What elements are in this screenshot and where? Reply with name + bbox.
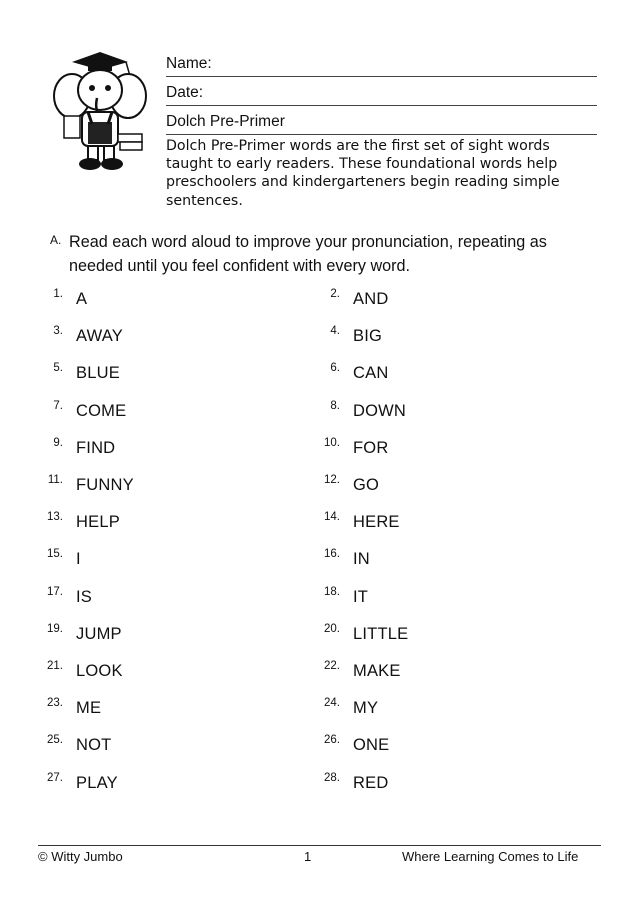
sight-word: LITTLE: [353, 624, 409, 643]
footer-page-number: 1: [304, 849, 312, 864]
word-row: [0, 325, 640, 355]
word-number: 1.: [53, 288, 63, 300]
footer-tagline: Where Learning Comes to Life: [402, 849, 579, 864]
sight-word: FUNNY: [76, 476, 134, 494]
word-number: 14.: [324, 511, 340, 524]
word-number: 18.: [324, 585, 340, 598]
word-number: 5.: [53, 362, 63, 375]
sight-word: GO: [353, 476, 380, 494]
sight-word: LOOK: [76, 662, 123, 680]
sight-word: HERE: [353, 513, 400, 532]
sight-word: JUMP: [76, 624, 122, 643]
word-number: 19.: [47, 622, 63, 635]
word-row: [0, 400, 640, 430]
sight-word: I: [76, 550, 81, 569]
word-row: [0, 623, 640, 653]
word-row: [0, 288, 640, 318]
footer-copyright: © Witty Jumbo: [38, 849, 123, 864]
word-row: [0, 511, 640, 541]
word-row: [0, 548, 640, 578]
sight-word: IN: [353, 550, 370, 569]
word-number: 10.: [324, 436, 340, 449]
word-row: [0, 586, 640, 616]
word-number: 2.: [330, 288, 340, 300]
sight-word: BLUE: [76, 364, 120, 383]
sight-word: MY: [353, 699, 379, 718]
word-number: 24.: [324, 697, 340, 710]
description-paragraph: Dolch Pre-Primer words are the first set of sight words taught to early readers. These foundational words help preschoolers and kindergarteners begin reading simple sentences.: [166, 138, 560, 209]
word-row: [0, 437, 640, 467]
word-row: [0, 660, 640, 690]
word-number: 3.: [53, 325, 63, 338]
word-number: 4.: [330, 325, 340, 338]
word-number: 8.: [330, 399, 340, 412]
word-row: [0, 697, 640, 727]
name-field[interactable]: [166, 54, 597, 77]
word-number: 22.: [324, 660, 340, 672]
sight-word: ONE: [353, 736, 390, 755]
sight-word: A: [76, 290, 88, 308]
word-number: 15.: [47, 548, 63, 561]
footer-divider: [38, 845, 601, 846]
word-number: 9.: [53, 436, 63, 449]
name-label: Name:: [166, 55, 212, 72]
sight-word: BIG: [353, 327, 383, 346]
word-row: [0, 474, 640, 504]
word-number: 23.: [47, 697, 63, 710]
word-number: 11.: [47, 474, 63, 486]
word-row: [0, 734, 640, 764]
word-number: 16.: [324, 548, 340, 561]
sight-word: PLAY: [76, 773, 118, 792]
date-label: Date:: [166, 84, 204, 101]
word-number: 28.: [324, 771, 340, 784]
word-number: 25.: [47, 734, 63, 747]
worksheet-title: [166, 112, 597, 135]
word-number: 27.: [47, 771, 63, 784]
sight-word: AND: [353, 290, 389, 308]
word-number: 7.: [53, 399, 63, 412]
word-number: 17.: [47, 585, 63, 598]
word-number: 20.: [324, 622, 340, 635]
word-number: 6.: [330, 362, 340, 375]
sight-word: MAKE: [353, 662, 401, 680]
sight-word: FIND: [76, 438, 116, 457]
sight-word: CAN: [353, 364, 389, 383]
word-number: 26.: [324, 734, 340, 747]
date-field[interactable]: [166, 83, 597, 106]
word-number: 12.: [324, 474, 340, 486]
word-number: 13.: [47, 511, 63, 524]
word-row: [0, 772, 640, 802]
sight-word: FOR: [353, 438, 389, 457]
sight-word: RED: [353, 773, 389, 792]
sight-word: COME: [76, 401, 127, 420]
instruction-letter: A.: [50, 233, 62, 247]
sight-word: NOT: [76, 736, 112, 755]
sight-word: IT: [353, 587, 369, 606]
sight-word: AWAY: [76, 327, 123, 346]
word-number: 21.: [47, 660, 63, 672]
sight-word: IS: [76, 587, 92, 606]
instruction-text: Read each word aloud to improve your pronunciation, repeating as needed until you feel confident with every word.: [69, 233, 547, 275]
sight-word: HELP: [76, 513, 120, 532]
sight-word: DOWN: [353, 401, 407, 420]
worksheet-title-text: Dolch Pre-Primer: [166, 113, 285, 130]
sight-word: ME: [76, 699, 102, 718]
elephant-mascot-illustration: [42, 48, 152, 178]
word-row: [0, 362, 640, 392]
